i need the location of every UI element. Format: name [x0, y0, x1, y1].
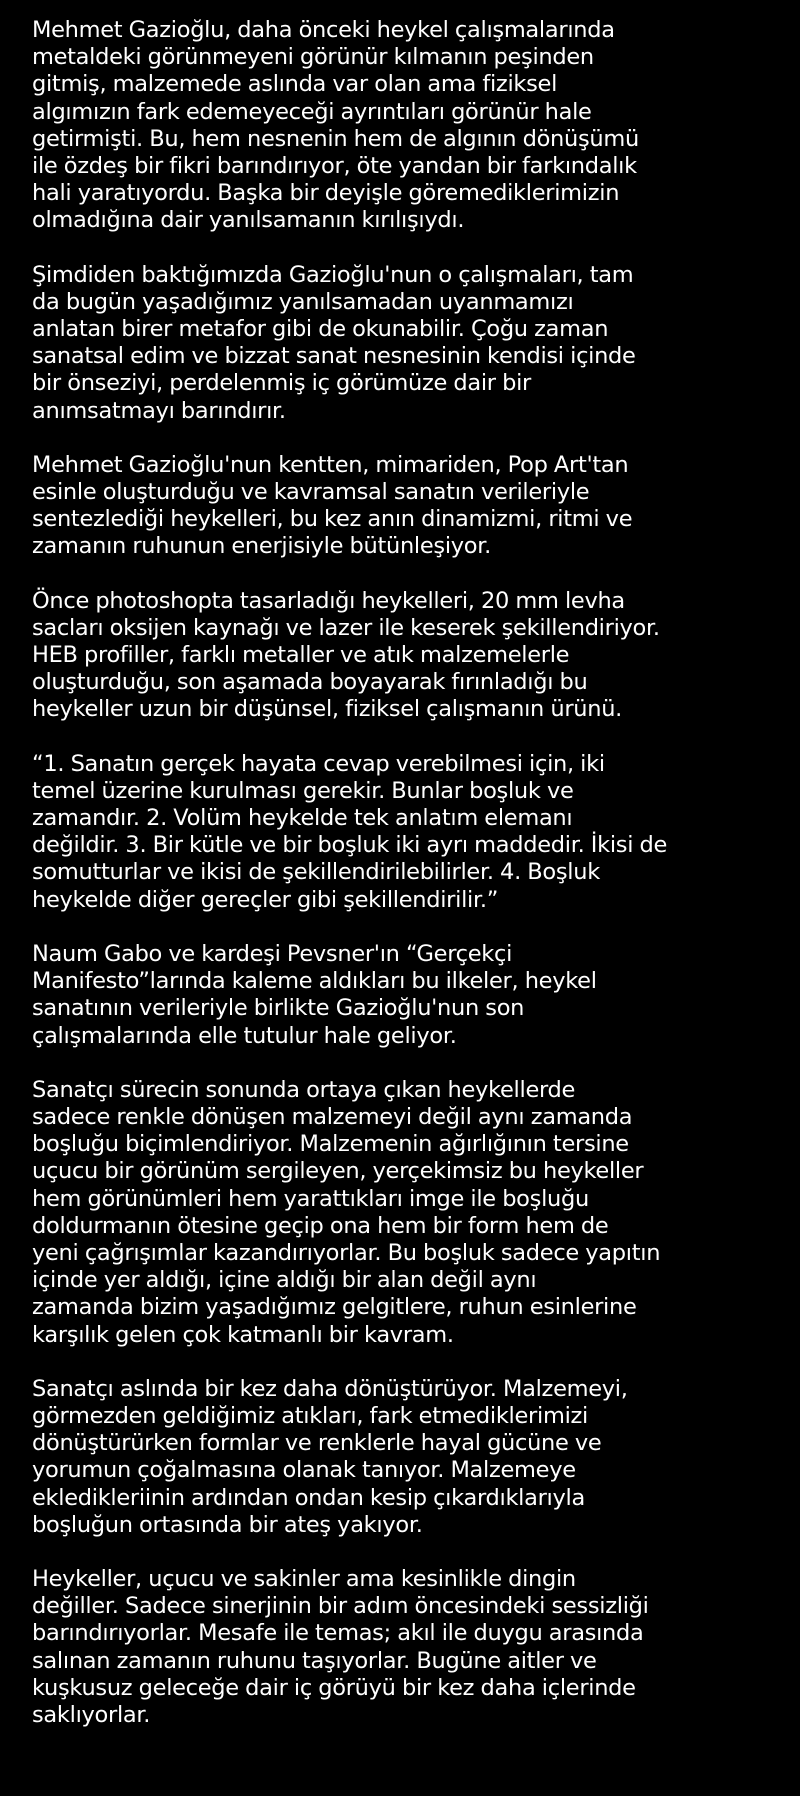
text-line: anımsatmayı barındırır.: [32, 397, 286, 424]
text-line: kuşkusuz geleceğe dair iç görüyü bir kez daha içlerinde: [32, 1674, 636, 1701]
text-line: değildir. 3. Bir kütle ve bir boşluk iki ayrı maddedir. İkisi de: [32, 832, 668, 859]
text-line: olmadığına dair yanılsamanın kırılışıydı.: [32, 207, 465, 234]
text-line: görmezden geldiğimiz atıkları, fark etmediklerimizi: [32, 1402, 588, 1429]
text-line: somutturlar ve ikisi de şekillendirilebilirler. 4. Boşluk: [32, 859, 600, 886]
text-line: sanatının verileriyle birlikte Gazioğlu'nun son: [32, 995, 525, 1022]
text-line: değiller. Sadece sinerjinin bir adım öncesindeki sessizliği: [32, 1593, 649, 1620]
text-line: oluşturduğu, son aşamada boyayarak fırınladığı bu: [32, 669, 588, 696]
quote-paragraph: [32, 751, 770, 914]
text-line: yorumun çoğalmasına olanak tanıyor. Malzemeye: [32, 1457, 576, 1484]
text-line: esinle oluşturduğu ve kavramsal sanatın verileriyle: [32, 479, 590, 506]
text-line: Sanatçı sürecin sonunda ortaya çıkan heykellerde: [32, 1076, 576, 1103]
text-line: da bugün yaşadığımız yanılsamadan uyanmamızı: [32, 288, 574, 315]
text-line: temel üzerine kurulması gerekir. Bunlar boşluk ve: [32, 777, 574, 804]
text-line: boşluğun ortasında bir ateş yakıyor.: [32, 1511, 423, 1538]
text-line: çalışmalarında elle tutulur hale geliyor.: [32, 1022, 457, 1049]
text-line: içinde yer aldığı, içine aldığı bir alan değil aynı: [32, 1267, 537, 1294]
paragraph-9: [32, 1566, 770, 1729]
text-line: ekledikleriinin ardından ondan kesip çıkardıklarıyla: [32, 1484, 585, 1511]
text-line: algımızın fark edemeyeceği ayrıntıları görünür hale: [32, 98, 592, 125]
text-line: zamanda bizim yaşadığımız gelgitlere, ruhun esinlerine: [32, 1294, 637, 1321]
paragraph-3: [32, 452, 770, 561]
text-line: dönüştürürken formlar ve renklerle hayal gücüne ve: [32, 1430, 602, 1457]
text-line: HEB profiller, farklı metaller ve atık malzemelerle: [32, 642, 570, 669]
text-line: gitmiş, malzemede aslında var olan ama fiziksel: [32, 71, 558, 98]
text-line: hem görünümleri hem yarattıkları imge ile boşluğu: [32, 1185, 589, 1212]
text-line: heykelde diğer gereçler gibi şekillendirilir.”: [32, 886, 499, 913]
text-line: metaldeki görünmeyeni görünür kılmanın peşinden: [32, 44, 594, 71]
paragraph-7: [32, 1077, 770, 1349]
text-line: yeni çağrışımlar kazandırıyorlar. Bu boşluk sadece yapıtın: [32, 1239, 661, 1266]
paragraph-2: [32, 262, 770, 425]
text-line: getirmişti. Bu, hem nesnenin hem de algının dönüşümü: [32, 125, 639, 152]
text-line: “1. Sanatın gerçek hayata cevap verebilmesi için, iki: [32, 750, 605, 777]
text-line: Şimdiden baktığımızda Gazioğlu'nun o çalışmaları, tam: [32, 261, 634, 288]
text-line: Heykeller, uçucu ve sakinler ama kesinlikle dingin: [32, 1565, 576, 1592]
paragraph-8: [32, 1376, 770, 1539]
text-line: barındırıyorlar. Mesafe ile temas; akıl ile duygu arasında: [32, 1620, 644, 1647]
text-line: Manifesto”larında kaleme aldıkları bu ilkeler, heykel: [32, 968, 597, 995]
text-line: zamandır. 2. Volüm heykelde tek anlatım elemanı: [32, 805, 573, 832]
text-line: Mehmet Gazioğlu, daha önceki heykel çalışmalarında: [32, 17, 615, 43]
text-line: salınan zamanın ruhunu taşıyorlar. Bugüne aitler ve: [32, 1647, 597, 1674]
text-line: anlatan birer metafor gibi de okunabilir. Çoğu zaman: [32, 316, 609, 343]
text-line: zamanın ruhunun enerjisiyle bütünleşiyor.: [32, 533, 491, 560]
text-line: sacları oksijen kaynağı ve lazer ile keserek şekillendiriyor.: [32, 614, 660, 641]
text-line: uçucu bir görünüm sergileyen, yerçekimsiz bu heykeller: [32, 1158, 644, 1185]
text-line: saklıyorlar.: [32, 1701, 151, 1728]
text-line: doldurmanın ötesine geçip ona hem bir form hem de: [32, 1212, 609, 1239]
text-line: Mehmet Gazioğlu'nun kentten, mimariden, Pop Art'tan: [32, 451, 629, 478]
text-line: ile özdeş bir fikri barındırıyor, öte yandan bir farkındalık: [32, 153, 637, 180]
text-line: karşılık gelen çok katmanlı bir kavram.: [32, 1321, 454, 1348]
text-line: hali yaratıyordu. Başka bir deyişle göremediklerimizin: [32, 180, 620, 207]
text-line: sanatsal edim ve bizzat sanat nesnesinin kendisi içinde: [32, 343, 636, 370]
text-line: bir önseziyi, perdelenmiş iç görümüze dair bir: [32, 370, 531, 397]
text-line: boşluğu biçimlendiriyor. Malzemenin ağırlığının tersine: [32, 1131, 629, 1158]
text-line: heykeller uzun bir düşünsel, fiziksel çalışmanın ürünü.: [32, 696, 623, 723]
paragraph-4: [32, 588, 770, 724]
text-line: Naum Gabo ve kardeşi Pevsner'ın “Gerçekçi: [32, 940, 513, 967]
text-line: Önce photoshopta tasarladığı heykelleri, 20 mm levha: [32, 587, 625, 614]
paragraph-1: [32, 17, 770, 235]
text-line: sentezlediği heykelleri, bu kez anın dinamizmi, ritmi ve: [32, 506, 633, 533]
text-line: sadece renkle dönüşen malzemeyi değil aynı zamanda: [32, 1103, 633, 1130]
paragraph-6: [32, 941, 770, 1050]
text-line: Sanatçı aslında bir kez daha dönüştürüyor. Malzemeyi,: [32, 1375, 628, 1402]
